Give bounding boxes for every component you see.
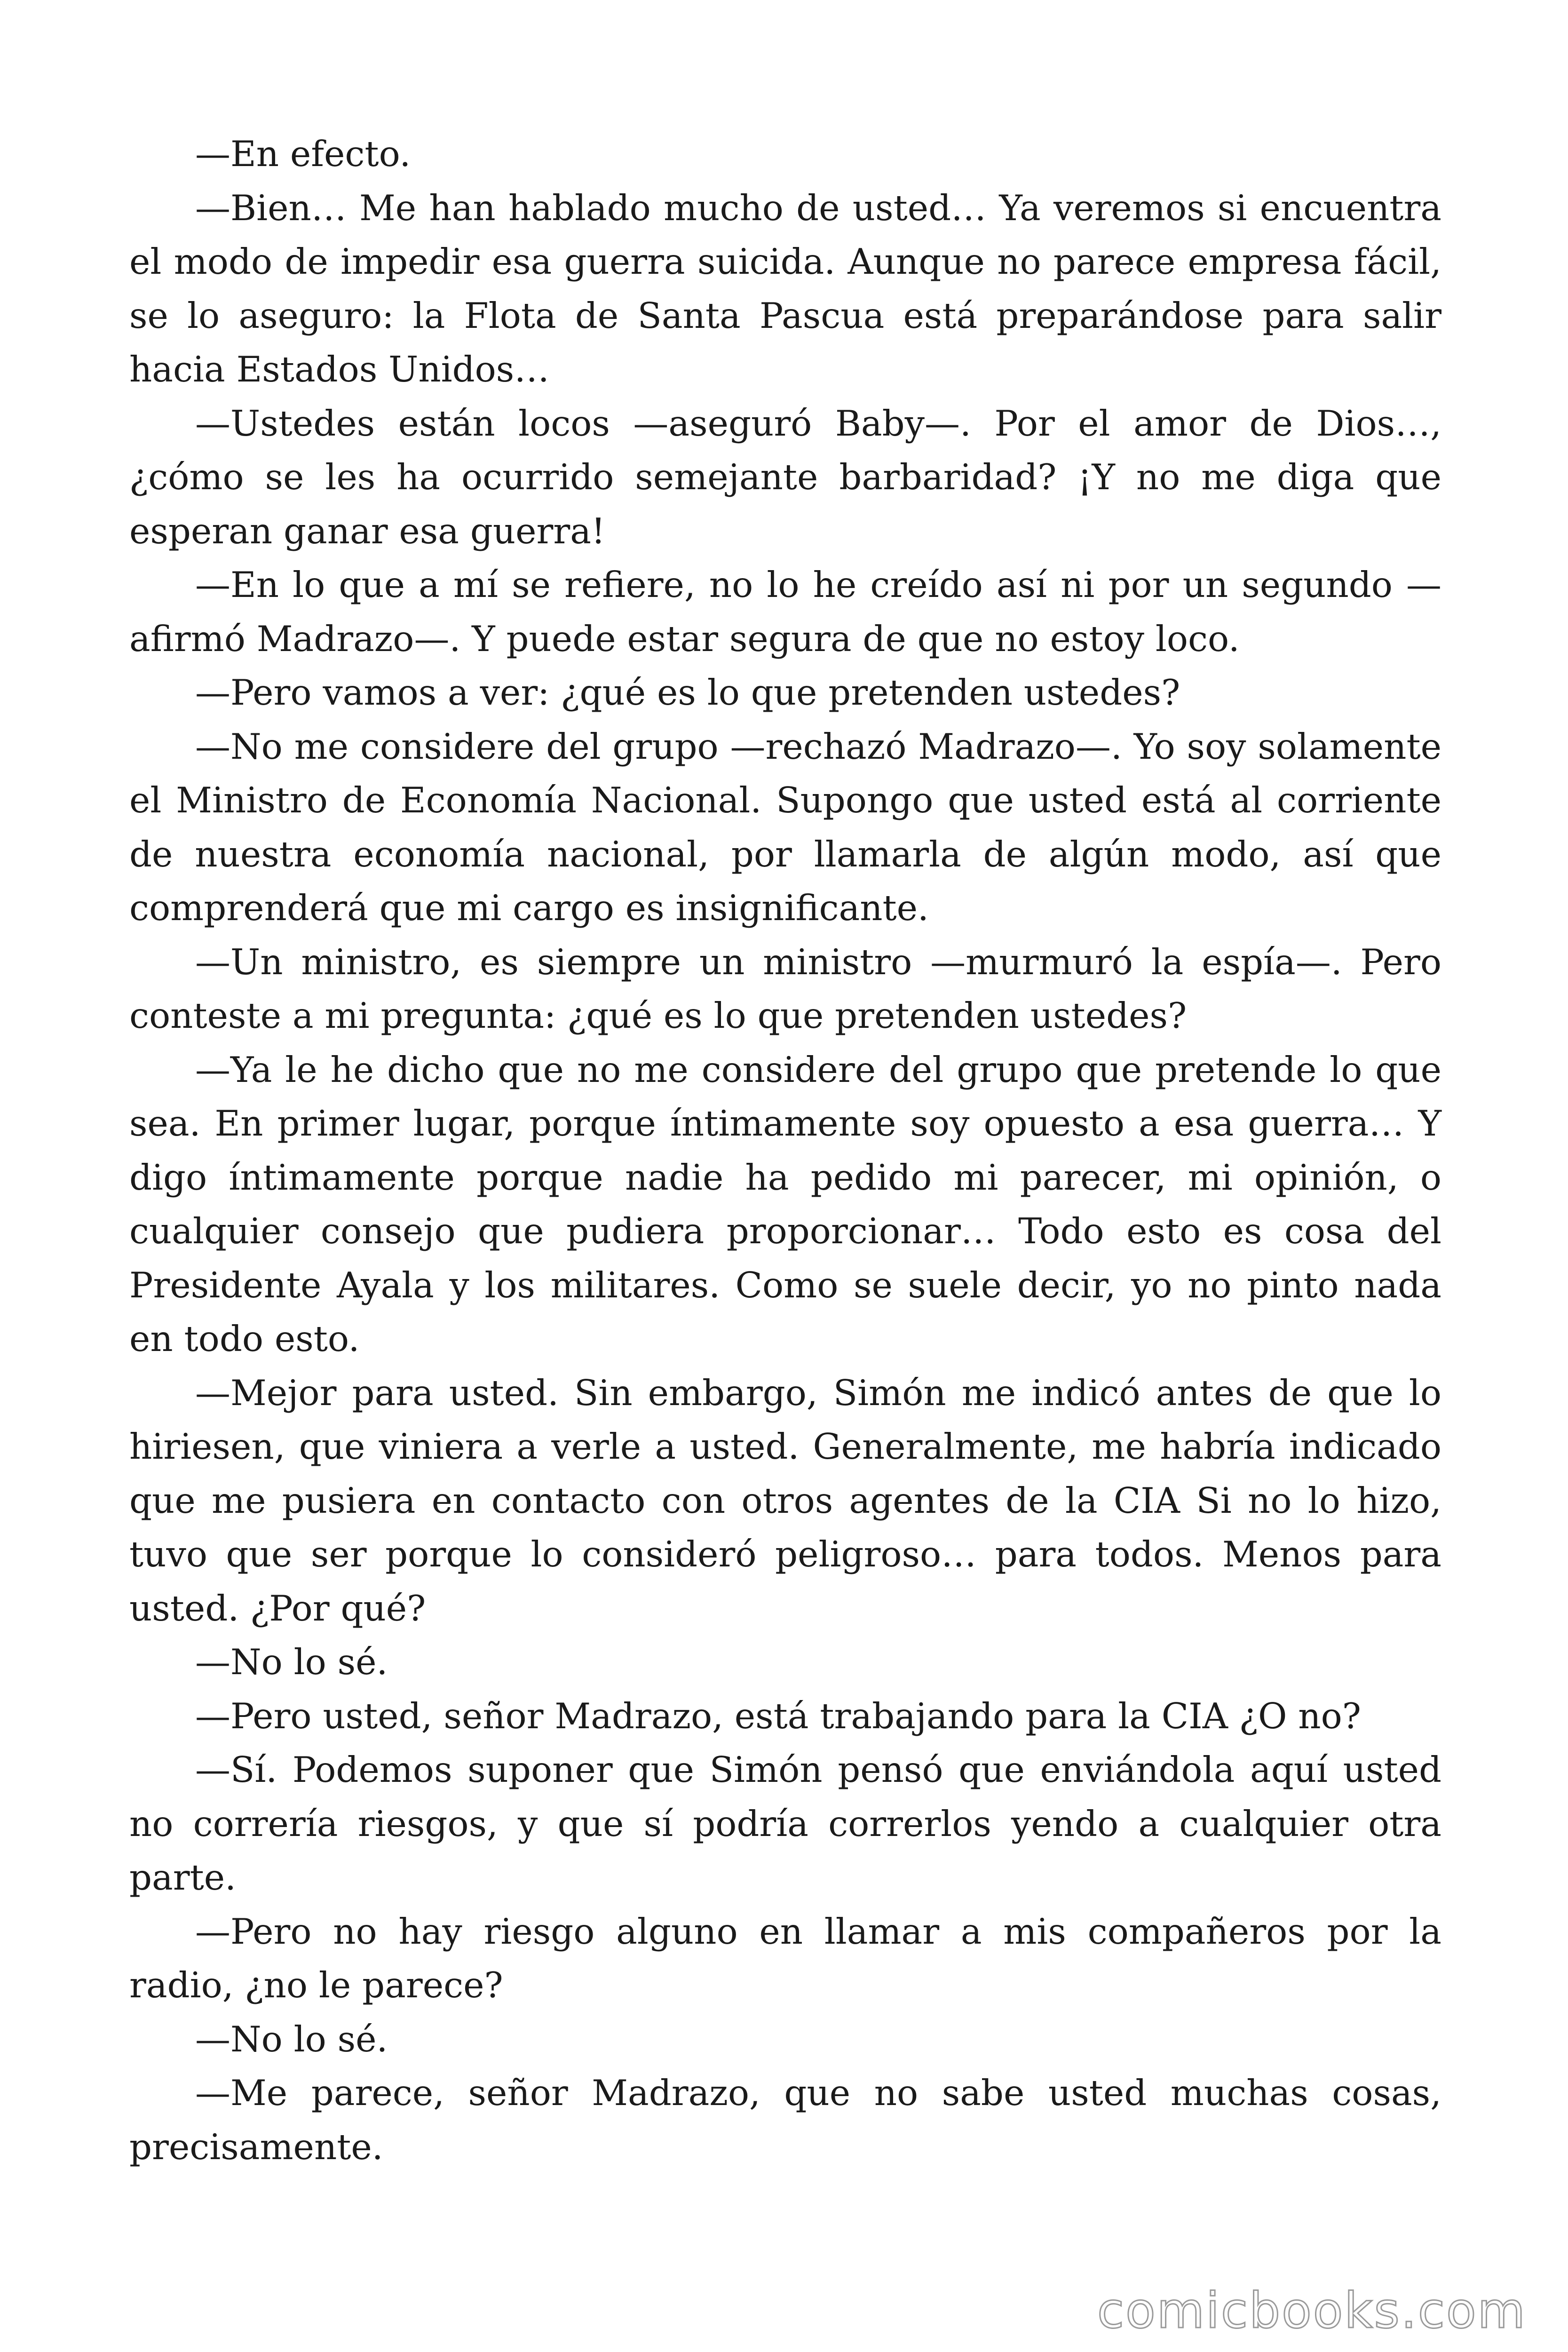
paragraph: —Pero no hay riesgo alguno en llamar a mis compañeros por la radio, ¿no le parece? <box>129 1910 1441 2006</box>
paragraph: —Me parece, señor Madrazo, que no sabe usted muchas cosas, precisamente. <box>129 2072 1441 2168</box>
paragraph: —Pero usted, señor Madrazo, está trabajando para la CIA ¿O no? <box>195 1695 1361 1737</box>
paragraph: —Bien… Me han hablado mucho de usted… Ya veremos si encuentra el modo de impedir esa guerra suicida. Aunque no parece empresa fácil, se lo aseguro: la Flota de Santa Pascua está preparándose para salir hacia Estados Unidos… <box>129 187 1441 390</box>
paragraph: —Sí. Podemos suponer que Simón pensó que enviándola aquí usted no correría riesgos, y que sí podría correrlos yendo a cualquier otra parte. <box>129 1749 1441 1898</box>
paragraph: —Un ministro, es siempre un ministro —murmuró la espía—. Pero conteste a mi pregunta: ¿qué es lo que pretenden ustedes? <box>129 941 1441 1036</box>
watermark: comicbooks.com <box>1097 2282 1527 2339</box>
paragraph: —Mejor para usted. Sin embargo, Simón me indicó antes de que lo hiriesen, que viniera a verle a usted. Generalmente, me habría indicado que me pusiera en contacto con otros agentes de la CIA Si no lo hizo, tuvo que ser porque lo consideró peligroso… para todos. Menos para usted. ¿Por qué? <box>129 1372 1441 1629</box>
paragraph: —No lo sé. <box>195 1641 388 1683</box>
paragraph: —Ya le he dicho que no me considere del grupo que pretende lo que sea. En primer lugar, porque íntimamente soy opuesto a esa guerra… Y digo íntimamente porque nadie ha pedido mi parecer, mi opinión, o cualquier consejo que pudiera proporcionar… Todo esto es cosa del Presidente Ayala y los militares. Como se suele decir, yo no pinto nada en todo esto. <box>129 1049 1441 1359</box>
paragraph: —En lo que a mí se refiere, no lo he creído así ni por un segundo —afirmó Madrazo—. Y puede estar segura de que no estoy loco. <box>129 564 1441 660</box>
paragraph: —Pero vamos a ver: ¿qué es lo que pretenden ustedes? <box>195 672 1180 713</box>
paragraph: —Ustedes están locos —aseguró Baby—. Por el amor de Dios…, ¿cómo se les ha ocurrido semejante barbaridad? ¡Y no me diga que esperan ganar esa guerra! <box>129 402 1441 552</box>
paragraph: —No lo sé. <box>195 2018 388 2060</box>
page-text <box>129 127 1441 2174</box>
paragraph: —En efecto. <box>195 133 411 175</box>
paragraph: —No me considere del grupo —rechazó Madrazo—. Yo soy solamente el Ministro de Economía Nacional. Supongo que usted está al corriente de nuestra economía nacional, por llamarla de algún modo, así que comprenderá que mi cargo es insignificante. <box>129 725 1441 929</box>
